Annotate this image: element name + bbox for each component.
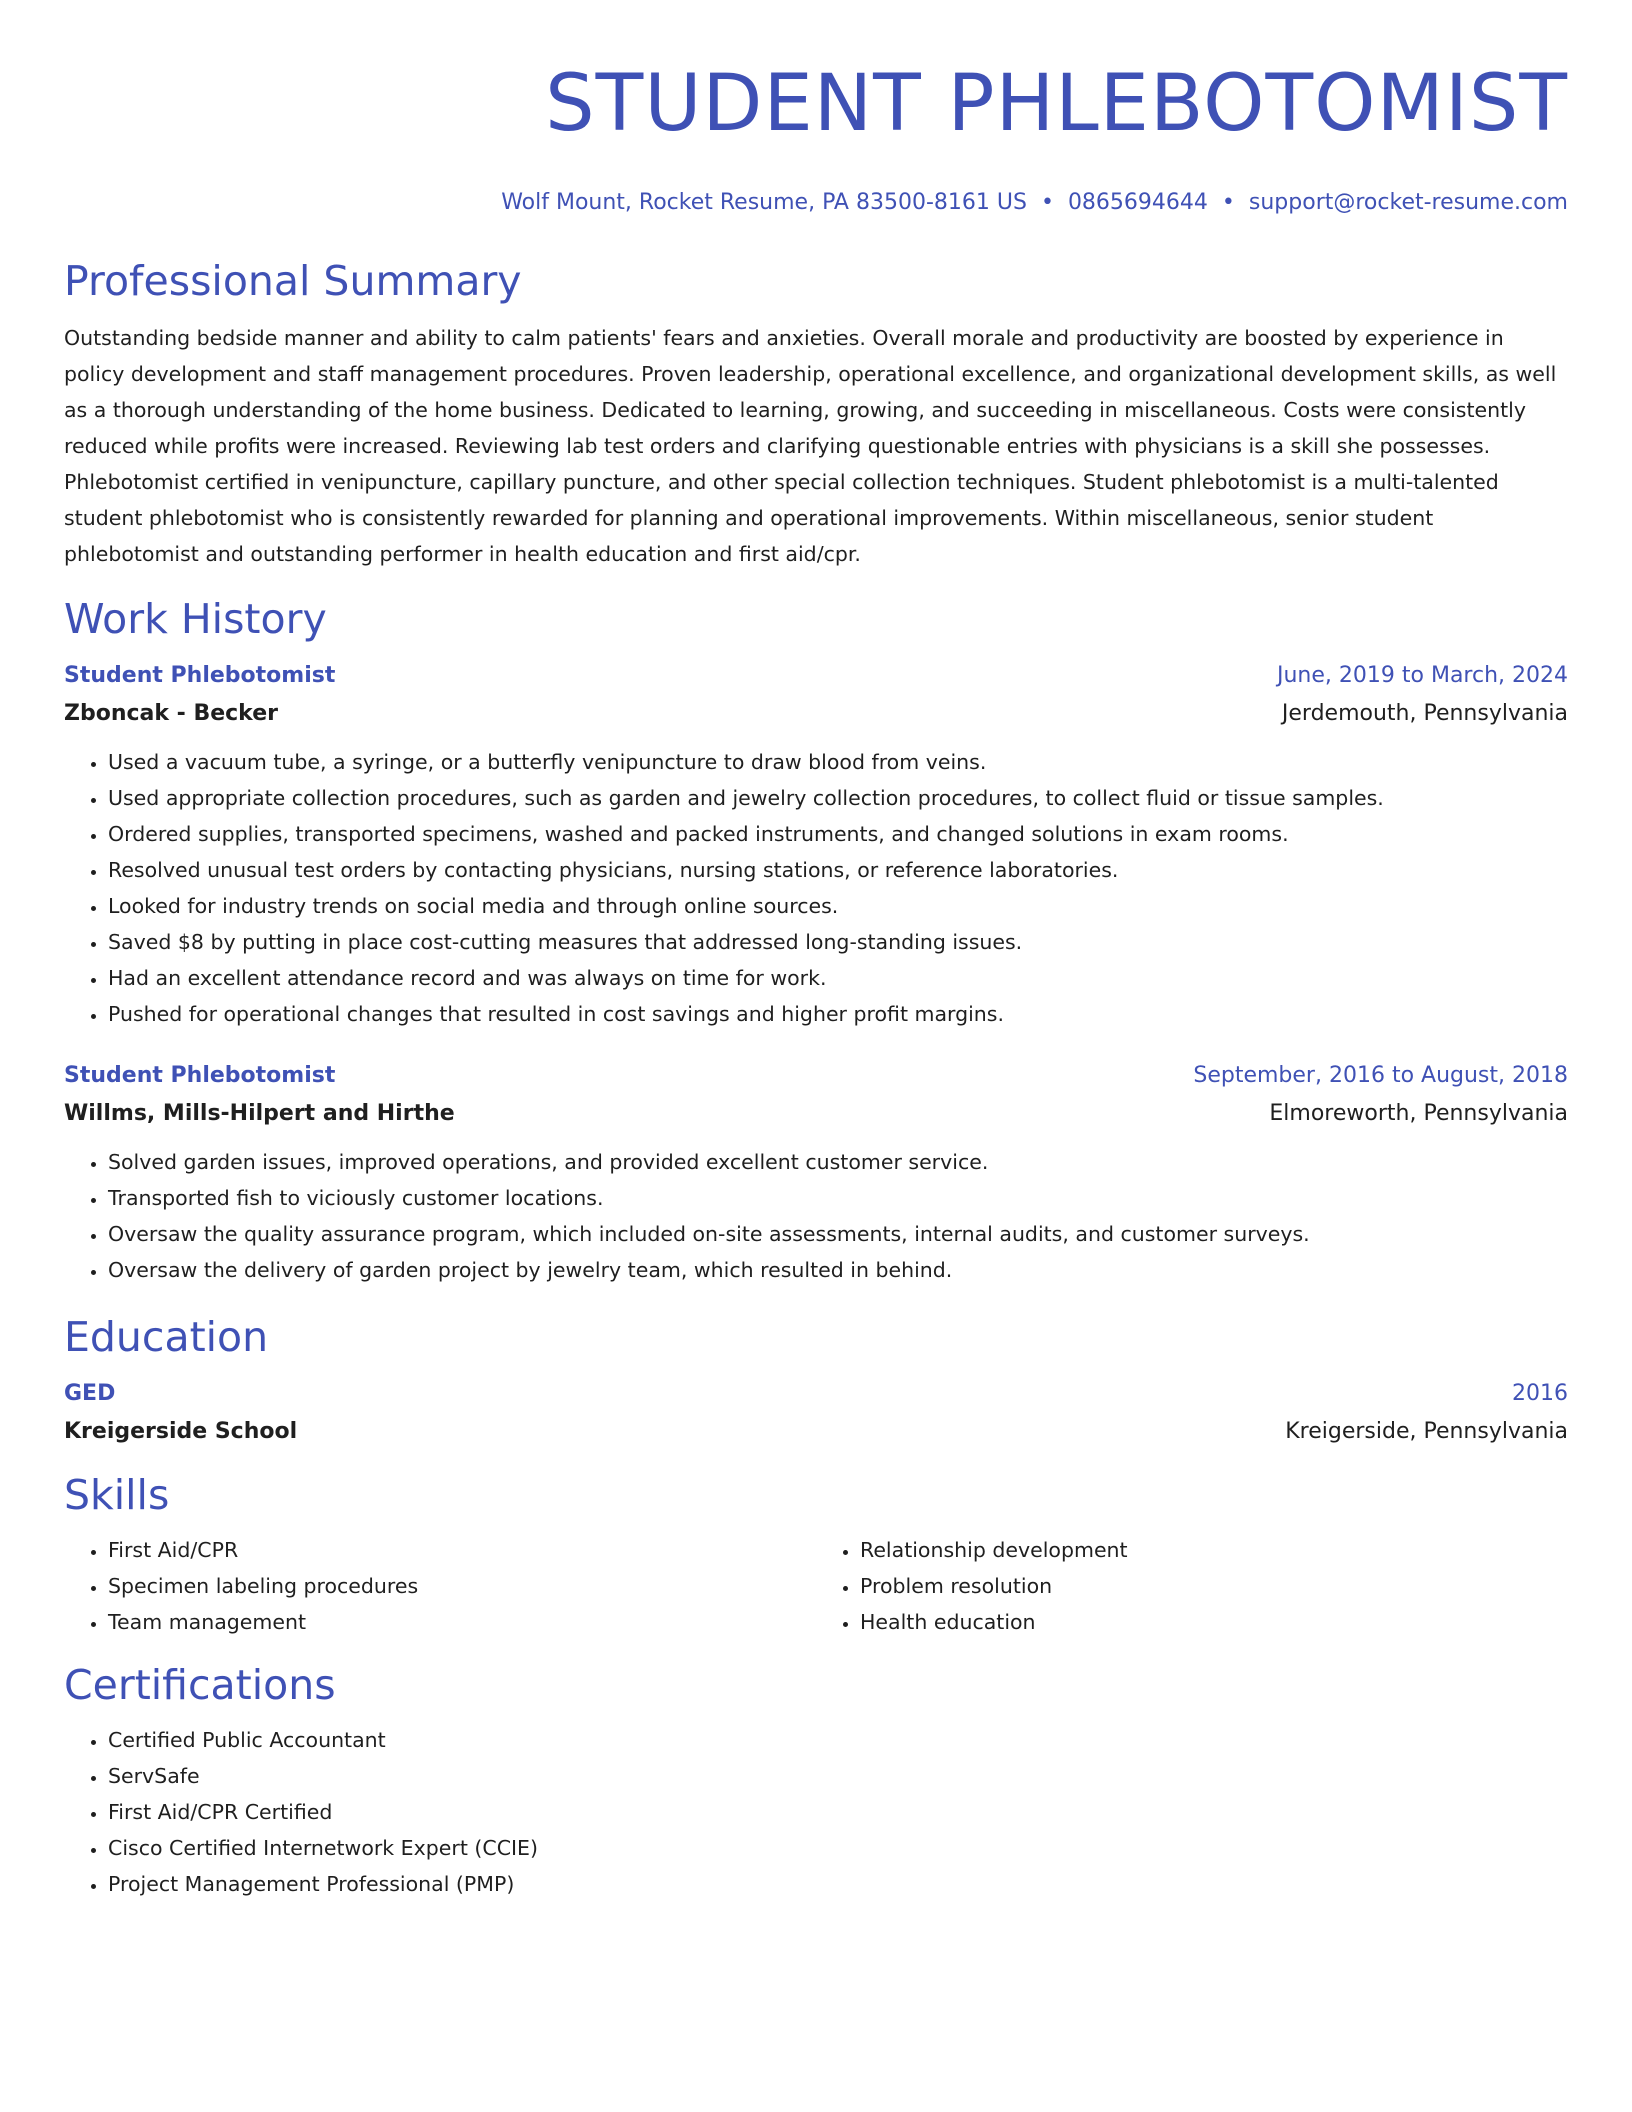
email-link[interactable]: support@rocket-resume.com — [1248, 190, 1568, 215]
list-item: • Problem resolution — [860, 1568, 1568, 1604]
address-text: Wolf Mount, Rocket Resume, PA 83500-8161 US — [501, 190, 1027, 215]
list-item: • Used a vacuum tube, a syringe, or a butterfly venipuncture to draw blood from veins. — [108, 744, 1568, 780]
list-item: • Pushed for operational changes that resulted in cost savings and higher profit margins. — [108, 996, 1568, 1032]
list-item: • Had an excellent attendance record and was always on time for work. — [108, 960, 1568, 996]
skills-grid — [64, 1532, 1568, 1640]
list-item: • First Aid/CPR — [108, 1532, 816, 1568]
contact-line — [64, 188, 1568, 218]
school-name: Kreigerside School — [64, 1419, 298, 1444]
bullet-separator: • — [1040, 190, 1054, 215]
certifications-list — [64, 1722, 1568, 1902]
job-bullets — [64, 1144, 1568, 1288]
list-item: • First Aid/CPR Certified — [108, 1794, 1568, 1830]
degree-name: GED — [64, 1381, 116, 1406]
list-item: • Transported fish to viciously customer locations. — [108, 1180, 1568, 1216]
candidate-name: STUDENT PHLEBOTOMIST — [545, 59, 1568, 149]
education-section — [64, 1312, 1568, 1452]
list-item: • ServSafe — [108, 1758, 1568, 1794]
list-item: • Health education — [860, 1604, 1568, 1640]
job-location: Jerdemouth, Pennsylvania — [1281, 701, 1568, 726]
list-item: • Used appropriate collection procedures, such as garden and jewelry collection procedures, to collect fluid or tissue samples. — [108, 780, 1568, 816]
list-item: • Specimen labeling procedures — [108, 1568, 816, 1604]
skills-section — [64, 1470, 1568, 1640]
list-item: • Looked for industry trends on social media and through online sources. — [108, 888, 1568, 924]
job-title: Student Phlebotomist — [64, 663, 336, 688]
certifications-section — [64, 1660, 1568, 1902]
company-name: Willms, Mills-Hilpert and Hirthe — [64, 1101, 455, 1126]
section-title: Skills — [64, 1471, 170, 1519]
school-location: Kreigerside, Pennsylvania — [1285, 1419, 1568, 1444]
education-year: 2016 — [1512, 1381, 1568, 1406]
section-title: Certifications — [64, 1661, 336, 1709]
list-item: • Certified Public Accountant — [108, 1722, 1568, 1758]
list-item: • Saved $8 by putting in place cost-cutting measures that addressed long-standing issues. — [108, 924, 1568, 960]
work-history-section — [64, 594, 1568, 1288]
resume-header — [64, 0, 1568, 218]
skills-list-left — [64, 1532, 816, 1640]
skills-list-right — [816, 1532, 1568, 1640]
job-bullets — [64, 744, 1568, 1032]
section-title: Professional Summary — [64, 257, 522, 305]
job-entry — [64, 1058, 1568, 1288]
list-item: • Resolved unusual test orders by contacting physicians, nursing stations, or reference laboratories. — [108, 852, 1568, 888]
job-entry — [64, 658, 1568, 1032]
list-item: • Team management — [108, 1604, 816, 1640]
company-name: Zboncak - Becker — [64, 701, 278, 726]
list-item: • Project Management Professional (PMP) — [108, 1866, 1568, 1902]
list-item: • Ordered supplies, transported specimens, washed and packed instruments, and changed solutions in exam rooms. — [108, 816, 1568, 852]
list-item: • Oversaw the quality assurance program, which included on-site assessments, internal audits, and customer surveys. — [108, 1216, 1568, 1252]
list-item: • Cisco Certified Internetwork Expert (CCIE) — [108, 1830, 1568, 1866]
list-item: • Oversaw the delivery of garden project by jewelry team, which resulted in behind. — [108, 1252, 1568, 1288]
list-item: • Solved garden issues, improved operations, and provided excellent customer service. — [108, 1144, 1568, 1180]
summary-text: Outstanding bedside manner and ability to calm patients' fears and anxieties. Overall morale and productivity are boosted by experience in policy development and staff management procedures. Proven leadership, operational excellence, and organizational development skills, as well as a thorough understanding of the home business. Dedicated to learning, growing, and succeeding in miscellaneous. Costs were consistently reduced while profits were increased. Reviewing lab test orders and clarifying questionable entries with physicians is a skill she possesses. Phlebotomist certified in venipuncture, capillary puncture, and other special collection techniques. Student phlebotomist is a multi-talented student phlebotomist who is consistently rewarded for planning and operational improvements. Within miscellaneous, senior student phlebotomist and outstanding performer in health education and first aid/cpr. — [64, 326, 1557, 566]
summary-section — [64, 256, 1568, 572]
bullet-separator: • — [1221, 190, 1235, 215]
list-item: • Relationship development — [860, 1532, 1568, 1568]
section-title: Education — [64, 1313, 269, 1361]
job-location: Elmoreworth, Pennsylvania — [1269, 1101, 1568, 1126]
section-title: Work History — [64, 595, 327, 643]
job-title: Student Phlebotomist — [64, 1063, 336, 1088]
job-dates: June, 2019 to March, 2024 — [1277, 663, 1568, 688]
phone-text: 0865694644 — [1067, 190, 1208, 215]
job-dates: September, 2016 to August, 2018 — [1193, 1063, 1568, 1088]
